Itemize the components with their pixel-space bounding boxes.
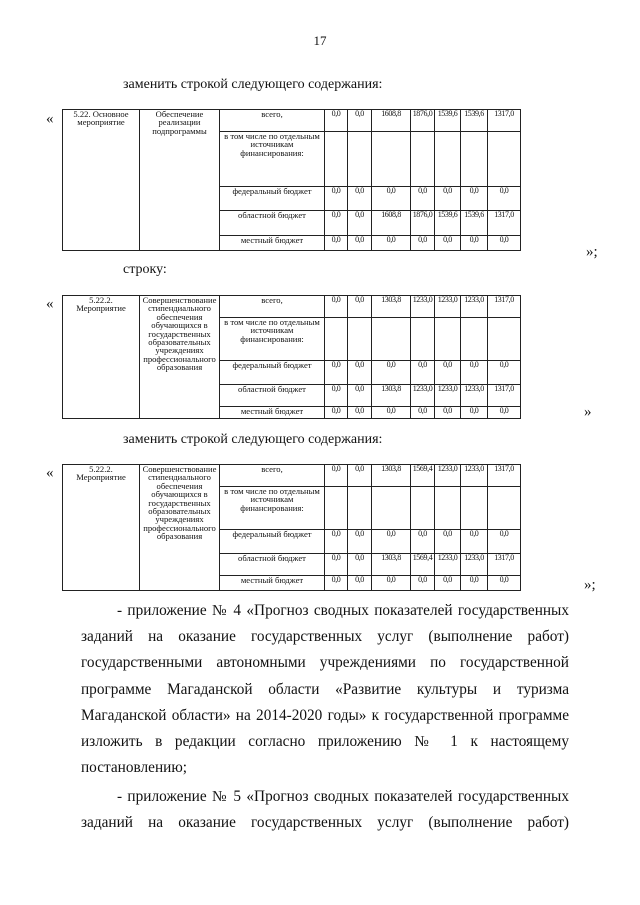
amount-cell: 0,0 — [461, 576, 488, 591]
amount-cell: 0,0 — [348, 554, 372, 576]
amount-cell: 1303,8 — [372, 385, 411, 407]
amount-cell: 0,0 — [488, 187, 521, 211]
amount-cell: 0,0 — [348, 236, 372, 251]
amount-cell — [411, 132, 435, 187]
table-row — [63, 296, 521, 318]
amount-cell: 0,0 — [435, 361, 461, 385]
funding-source-cell: местный бюджет — [220, 407, 325, 419]
close-quote-2: » — [584, 404, 592, 420]
paragraph-line: Магаданской области» на 2014-2020 годы» к государственной программе — [81, 706, 569, 724]
amount-cell: 0,0 — [435, 187, 461, 211]
amount-cell: 0,0 — [488, 530, 521, 554]
activity-code-cell: 5.22.2. Мероприятие — [63, 465, 140, 591]
funding-source-cell: в том числе по отдельным источникам финансирования: — [220, 132, 325, 187]
amount-cell: 1539,6 — [461, 110, 488, 132]
amount-cell: 1876,0 — [411, 110, 435, 132]
amount-cell: 0,0 — [411, 361, 435, 385]
budget-table-old-row — [62, 295, 521, 419]
amount-cell — [372, 487, 411, 530]
amount-cell: 0,0 — [411, 576, 435, 591]
paragraph-line: постановлению; — [81, 759, 187, 777]
amount-cell: 0,0 — [348, 385, 372, 407]
activity-title-cell: Обеспечение реализации подпрограммы — [140, 110, 220, 251]
amount-cell: 1233,0 — [411, 296, 435, 318]
amount-cell: 0,0 — [325, 211, 348, 236]
amount-cell: 1233,0 — [435, 296, 461, 318]
amount-cell — [488, 132, 521, 187]
amount-cell — [461, 132, 488, 187]
amount-cell: 0,0 — [348, 110, 372, 132]
funding-source-cell: в том числе по отдельным источникам финансирования: — [220, 318, 325, 361]
amount-cell: 0,0 — [325, 554, 348, 576]
amount-cell: 1317,0 — [488, 110, 521, 132]
paragraph-appendix-5 — [81, 784, 569, 836]
open-quote-2: « — [46, 296, 54, 312]
paragraph-line: программе Магаданской области «Развитие культуры и туризма — [81, 680, 569, 698]
amount-cell — [488, 318, 521, 361]
budget-table-main-activity — [62, 109, 521, 251]
funding-source-cell: местный бюджет — [220, 236, 325, 251]
amount-cell: 1233,0 — [435, 385, 461, 407]
funding-source-cell: всего, — [220, 110, 325, 132]
intro-row: строку: — [123, 262, 167, 277]
funding-source-cell: федеральный бюджет — [220, 187, 325, 211]
amount-cell: 0,0 — [435, 236, 461, 251]
amount-cell — [411, 318, 435, 361]
amount-cell: 0,0 — [372, 361, 411, 385]
amount-cell: 1539,6 — [461, 211, 488, 236]
amount-cell: 0,0 — [325, 530, 348, 554]
amount-cell — [348, 487, 372, 530]
amount-cell: 0,0 — [348, 576, 372, 591]
amount-cell: 1317,0 — [488, 385, 521, 407]
funding-source-cell: федеральный бюджет — [220, 530, 325, 554]
amount-cell: 0,0 — [372, 530, 411, 554]
funding-source-cell: всего, — [220, 296, 325, 318]
amount-cell — [435, 318, 461, 361]
amount-cell: 0,0 — [348, 407, 372, 419]
page-number: 17 — [313, 33, 327, 48]
amount-cell: 0,0 — [325, 110, 348, 132]
amount-cell — [435, 132, 461, 187]
amount-cell: 0,0 — [461, 187, 488, 211]
amount-cell: 1233,0 — [411, 385, 435, 407]
amount-cell: 1539,6 — [435, 211, 461, 236]
amount-cell: 0,0 — [488, 236, 521, 251]
amount-cell: 0,0 — [435, 530, 461, 554]
paragraph-line: изложить в редакции согласно приложению № 1 к настоящему — [81, 733, 569, 751]
amount-cell: 0,0 — [348, 530, 372, 554]
funding-source-cell: областной бюджет — [220, 211, 325, 236]
amount-cell: 1303,8 — [372, 296, 411, 318]
amount-cell: 0,0 — [325, 385, 348, 407]
amount-cell — [488, 487, 521, 530]
amount-cell: 0,0 — [461, 530, 488, 554]
funding-source-cell: областной бюджет — [220, 385, 325, 407]
amount-cell: 0,0 — [325, 236, 348, 251]
amount-cell — [372, 318, 411, 361]
amount-cell: 0,0 — [372, 187, 411, 211]
close-quote-1: »; — [586, 244, 598, 260]
amount-cell — [411, 487, 435, 530]
amount-cell: 0,0 — [372, 236, 411, 251]
open-quote-1: « — [46, 111, 54, 127]
amount-cell: 0,0 — [411, 236, 435, 251]
funding-source-cell: в том числе по отдельным источникам финансирования: — [220, 487, 325, 530]
amount-cell: 0,0 — [488, 407, 521, 419]
close-quote-3: »; — [584, 577, 596, 593]
amount-cell: 1876,0 — [411, 211, 435, 236]
amount-cell: 0,0 — [461, 361, 488, 385]
activity-code-cell: 5.22. Основное мероприятие — [63, 110, 140, 251]
paragraph-line: - приложение № 4 «Прогноз сводных показателей государственных — [117, 602, 569, 619]
amount-cell: 0,0 — [348, 187, 372, 211]
amount-cell — [325, 132, 348, 187]
funding-source-cell: местный бюджет — [220, 576, 325, 591]
amount-cell: 1608,8 — [372, 211, 411, 236]
amount-cell: 1608,8 — [372, 110, 411, 132]
amount-cell: 1233,0 — [461, 465, 488, 487]
intro-replace-1: заменить строкой следующего содержания: — [123, 77, 383, 92]
amount-cell: 1233,0 — [435, 465, 461, 487]
amount-cell: 0,0 — [325, 296, 348, 318]
amount-cell: 0,0 — [325, 187, 348, 211]
amount-cell — [348, 318, 372, 361]
amount-cell: 0,0 — [348, 296, 372, 318]
amount-cell: 1303,8 — [372, 554, 411, 576]
amount-cell: 0,0 — [435, 407, 461, 419]
open-quote-3: « — [46, 465, 54, 481]
amount-cell: 0,0 — [411, 187, 435, 211]
amount-cell: 1317,0 — [488, 554, 521, 576]
amount-cell: 1569,4 — [411, 465, 435, 487]
amount-cell: 0,0 — [325, 361, 348, 385]
paragraph-line: заданий на оказание государственных услуг (выполнение работ) — [81, 628, 569, 646]
amount-cell: 1233,0 — [435, 554, 461, 576]
amount-cell: 0,0 — [325, 576, 348, 591]
intro-replace-2: заменить строкой следующего содержания: — [123, 432, 383, 447]
paragraph-line: государственными автономными учреждениями по государственной — [81, 654, 569, 672]
amount-cell: 0,0 — [348, 361, 372, 385]
amount-cell: 1233,0 — [461, 385, 488, 407]
amount-cell: 0,0 — [461, 236, 488, 251]
funding-source-cell: всего, — [220, 465, 325, 487]
amount-cell: 0,0 — [348, 465, 372, 487]
table-row — [63, 465, 521, 487]
amount-cell — [348, 132, 372, 187]
amount-cell: 0,0 — [411, 407, 435, 419]
activity-code-cell: 5.22.2. Мероприятие — [63, 296, 140, 419]
activity-title-cell: Совершенствование стипендиального обеспечения обучающихся в государственных образовательных учреждениях профессионального образования — [140, 296, 220, 419]
amount-cell: 0,0 — [411, 530, 435, 554]
amount-cell: 1539,6 — [435, 110, 461, 132]
amount-cell: 0,0 — [348, 211, 372, 236]
amount-cell: 0,0 — [372, 576, 411, 591]
amount-cell: 0,0 — [435, 576, 461, 591]
amount-cell — [325, 487, 348, 530]
amount-cell: 0,0 — [461, 407, 488, 419]
amount-cell: 0,0 — [488, 576, 521, 591]
amount-cell — [372, 132, 411, 187]
amount-cell — [461, 487, 488, 530]
amount-cell: 1233,0 — [461, 296, 488, 318]
table-row — [63, 110, 521, 132]
amount-cell: 0,0 — [372, 407, 411, 419]
paragraph-line: заданий на оказание государственных услуг (выполнение работ) — [81, 814, 569, 832]
amount-cell: 0,0 — [488, 361, 521, 385]
amount-cell: 1317,0 — [488, 296, 521, 318]
amount-cell: 0,0 — [325, 465, 348, 487]
amount-cell — [325, 318, 348, 361]
funding-source-cell: областной бюджет — [220, 554, 325, 576]
amount-cell — [435, 487, 461, 530]
paragraph-appendix-4 — [81, 598, 569, 781]
amount-cell: 1317,0 — [488, 211, 521, 236]
amount-cell: 1317,0 — [488, 465, 521, 487]
funding-source-cell: федеральный бюджет — [220, 361, 325, 385]
amount-cell: 1303,8 — [372, 465, 411, 487]
amount-cell: 1569,4 — [411, 554, 435, 576]
amount-cell: 0,0 — [325, 407, 348, 419]
amount-cell — [461, 318, 488, 361]
budget-table-new-row — [62, 464, 521, 591]
paragraph-line: - приложение № 5 «Прогноз сводных показателей государственных — [117, 788, 569, 805]
activity-title-cell: Совершенствование стипендиального обеспечения обучающихся в государственных образовательных учреждениях профессионального образования — [140, 465, 220, 591]
amount-cell: 1233,0 — [461, 554, 488, 576]
